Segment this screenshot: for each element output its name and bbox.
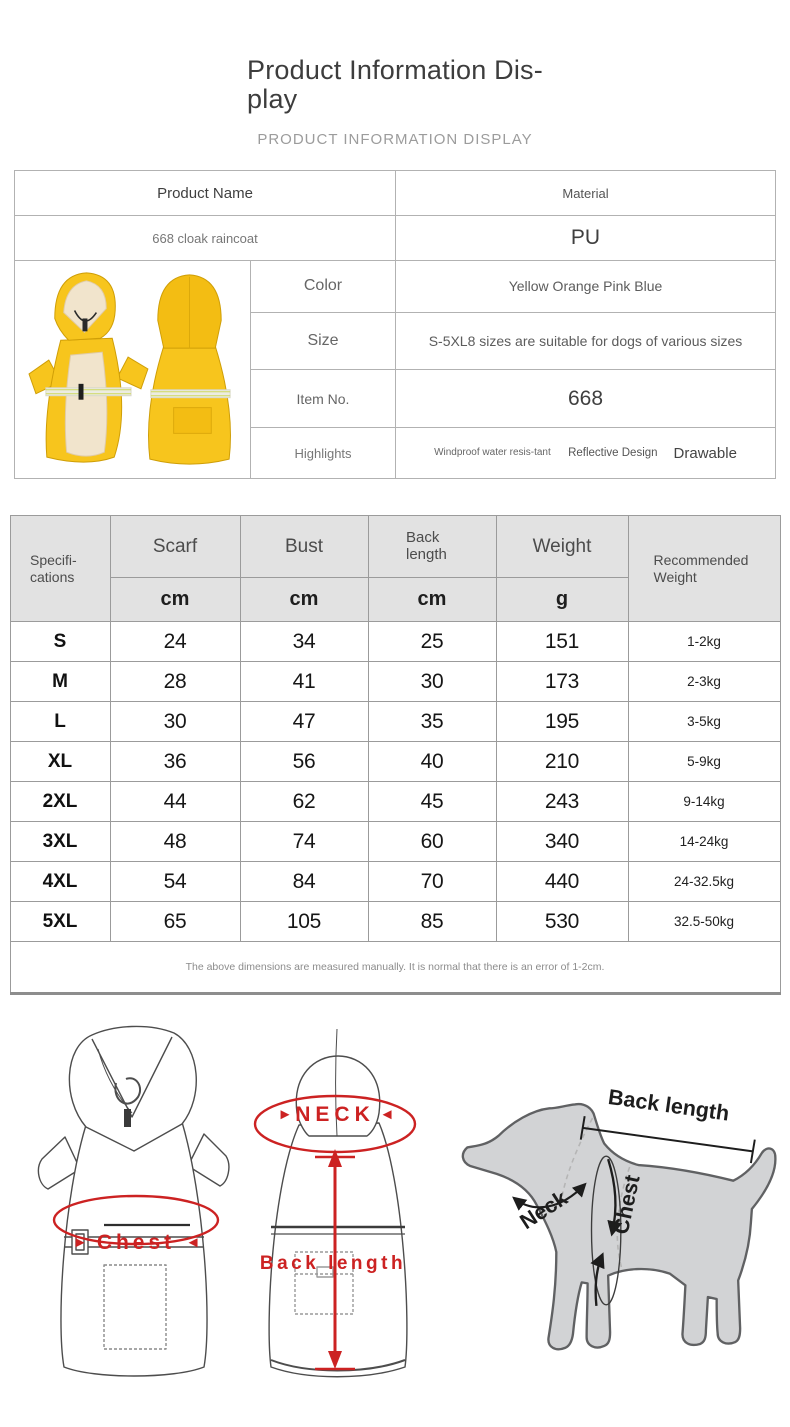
- product-photo: [19, 261, 253, 473]
- table-row: [15, 216, 776, 261]
- col-header-recommended-weight: Recommended Weight: [628, 516, 780, 622]
- unit-bust: cm: [240, 578, 368, 622]
- weight-value: 530: [496, 902, 628, 942]
- spec-row-l: [10, 702, 780, 742]
- size-label: Size: [251, 312, 396, 369]
- recommended-value: 14-24kg: [628, 822, 780, 862]
- arrow-right-icon: ►: [72, 1234, 88, 1251]
- highlights-values: [396, 428, 776, 479]
- highlight-reflective: Reflective Design: [568, 447, 658, 460]
- raincoat-front-view: [29, 273, 148, 462]
- back-length-value: 70: [368, 862, 496, 902]
- spec-row-4xl: [10, 862, 780, 902]
- recommended-value: 5-9kg: [628, 742, 780, 782]
- item-no-label: Item No.: [251, 369, 396, 427]
- page-title-line1: Product Information Dis-: [247, 55, 543, 85]
- scarf-value: 48: [110, 822, 240, 862]
- material-value: PU: [396, 216, 776, 261]
- bust-value: 56: [240, 742, 368, 782]
- size-value: L: [10, 702, 110, 742]
- arrow-right-icon: ►: [277, 1106, 293, 1123]
- highlights-label: Highlights: [251, 428, 396, 479]
- col-header-bust: Bust: [240, 516, 368, 578]
- measurement-note: The above dimensions are measured manually. It is normal that there is an error of 1-2cm.: [10, 942, 780, 994]
- bust-value: 47: [240, 702, 368, 742]
- page-subtitle: PRODUCT INFORMATION DISPLAY: [257, 131, 533, 148]
- size-value: 2XL: [10, 782, 110, 822]
- table-row: [15, 171, 776, 216]
- weight-value: 440: [496, 862, 628, 902]
- weight-value: 210: [496, 742, 628, 782]
- dog-measure-diagram: [438, 1049, 790, 1373]
- col-header-scarf: Scarf: [110, 516, 240, 578]
- back-length-value: 85: [368, 902, 496, 942]
- bust-value: 34: [240, 622, 368, 662]
- bust-value: 62: [240, 782, 368, 822]
- specifications-corner-header: Specifi-cations: [10, 516, 110, 622]
- measuring-diagrams: [0, 1017, 790, 1395]
- recommended-value: 1-2kg: [628, 622, 780, 662]
- scarf-value: 65: [110, 902, 240, 942]
- page-title: [247, 56, 543, 114]
- spec-row-2xl: [10, 782, 780, 822]
- measurement-note-row: [10, 942, 780, 994]
- back-length-value: 45: [368, 782, 496, 822]
- item-no-value: 668: [396, 369, 776, 427]
- dog-chest-label: Chest: [608, 1172, 645, 1237]
- spec-row-s: [10, 622, 780, 662]
- back-length-value: 35: [368, 702, 496, 742]
- arrow-left-icon: ◄: [379, 1106, 395, 1123]
- product-photo-cell: [15, 261, 251, 479]
- spec-row-5xl: [10, 902, 780, 942]
- raincoat-back-sketch: [247, 1017, 422, 1395]
- scarf-value: 44: [110, 782, 240, 822]
- spec-row-xl: [10, 742, 780, 782]
- color-label: Color: [251, 261, 396, 313]
- spec-row-m: [10, 662, 780, 702]
- product-name-value: 668 cloak raincoat: [15, 216, 396, 261]
- scarf-value: 54: [110, 862, 240, 902]
- specifications-table: [10, 515, 781, 995]
- back-length-value: 60: [368, 822, 496, 862]
- color-value: Yellow Orange Pink Blue: [396, 261, 776, 313]
- recommended-value: 2-3kg: [628, 662, 780, 702]
- bust-value: 84: [240, 862, 368, 902]
- size-value: S-5XL8 sizes are suitable for dogs of various sizes: [396, 312, 776, 369]
- weight-value: 340: [496, 822, 628, 862]
- size-value: 3XL: [10, 822, 110, 862]
- scarf-value: 30: [110, 702, 240, 742]
- size-value: S: [10, 622, 110, 662]
- weight-value: 195: [496, 702, 628, 742]
- weight-value: 173: [496, 662, 628, 702]
- header: [0, 0, 790, 114]
- recommended-value: 3-5kg: [628, 702, 780, 742]
- unit-back-length: cm: [368, 578, 496, 622]
- highlight-windproof: Windproof water resis-tant: [434, 447, 551, 459]
- unit-scarf: cm: [110, 578, 240, 622]
- raincoat-front-sketch: [32, 1017, 237, 1395]
- size-value: 4XL: [10, 862, 110, 902]
- back-length-value: 25: [368, 622, 496, 662]
- product-info-table: [14, 170, 776, 479]
- weight-value: 243: [496, 782, 628, 822]
- scarf-value: 36: [110, 742, 240, 782]
- recommended-value: 9-14kg: [628, 782, 780, 822]
- dog-back-length-label: Back length: [606, 1084, 731, 1126]
- dog-neck-label: Neck: [515, 1185, 572, 1235]
- arrow-left-icon: ◄: [185, 1234, 201, 1251]
- back-length-value: 30: [368, 662, 496, 702]
- back-length-value: 40: [368, 742, 496, 782]
- bust-value: 41: [240, 662, 368, 702]
- back-length-label: Back length: [259, 1253, 407, 1274]
- recommended-value: 24-32.5kg: [628, 862, 780, 902]
- col-header-back-length: Back length: [368, 516, 496, 578]
- bust-value: 74: [240, 822, 368, 862]
- material-header: Material: [396, 171, 776, 216]
- size-value: 5XL: [10, 902, 110, 942]
- chest-label: Chest: [96, 1231, 176, 1254]
- weight-value: 151: [496, 622, 628, 662]
- bust-value: 105: [240, 902, 368, 942]
- scarf-value: 28: [110, 662, 240, 702]
- neck-label: NECK: [295, 1103, 375, 1126]
- page-title-line2: play: [247, 84, 298, 114]
- spec-header-row: [10, 516, 780, 578]
- size-value: XL: [10, 742, 110, 782]
- highlight-drawable: Drawable: [673, 444, 737, 462]
- table-row: [15, 261, 776, 313]
- scarf-value: 24: [110, 622, 240, 662]
- recommended-value: 32.5-50kg: [628, 902, 780, 942]
- spec-row-3xl: [10, 822, 780, 862]
- product-name-header: Product Name: [15, 171, 396, 216]
- size-value: M: [10, 662, 110, 702]
- raincoat-back-view: [148, 275, 230, 464]
- col-header-weight: Weight: [496, 516, 628, 578]
- unit-weight: g: [496, 578, 628, 622]
